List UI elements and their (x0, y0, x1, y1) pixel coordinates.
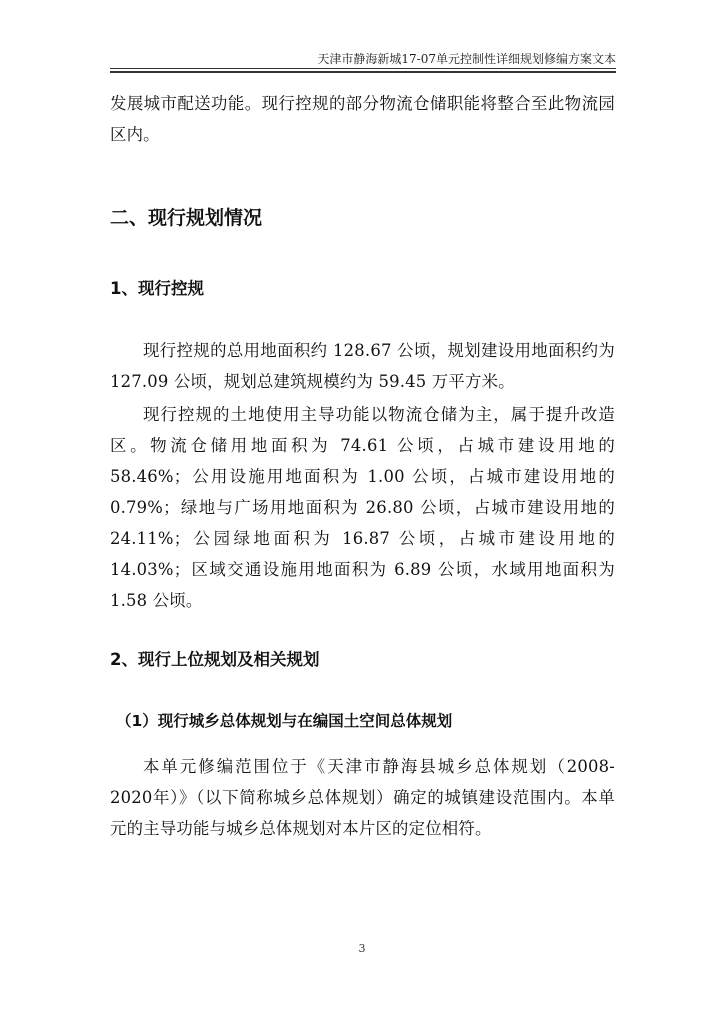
paragraph-1: 现行控规的总用地面积约 128.67 公顷，规划建设用地面积约为 127.09 公顷，规划总建筑规模约为 59.45 万平方米。 (110, 341, 615, 391)
paragraph-3: 本单元修编范围位于《天津市静海县城乡总体规划（2008-2020年）》（以下简称城乡总体规划）确定的城镇建设范围内。本单元的主导功能与城乡总体规划对本片区的定位相符。 (110, 757, 615, 838)
subsection-heading-2: 2、现行上位规划及相关规划 (110, 650, 320, 669)
intro-block (110, 88, 615, 150)
paragraph-2: 现行控规的土地使用主导功能以物流仓储为主，属于提升改造区。物流仓储用地面积为 74.61 公顷，占城市建设用地的 58.46%；公用设施用地面积为 1.00 公顷，占城市建设用地的 0.79%；绿地与广场用地面积为 26.80 公顷，占城市建设用地的 24.11%；公园绿地面积为 16.87 公顷，占城市建设用地的 14.03%；区域交通设施用地面积为 6.89 公顷，水域用地面积为 1.58 公顷。 (110, 405, 615, 610)
page-number: 3 (358, 942, 366, 955)
running-header: 天津市静海新城17-07单元控制性详细规划修编方案文本 (317, 52, 616, 66)
section-heading: 二、现行规划情况 (110, 207, 263, 229)
intro-paragraph: 发展城市配送功能。现行控规的部分物流仓储职能将整合至此物流园区内。 (110, 94, 615, 144)
header-rule (110, 68, 616, 69)
item-heading-1: （1）现行城乡总体规划与在编国土空间总体规划 (116, 712, 453, 730)
subsection-1-body (110, 335, 615, 616)
subsection-heading-1: 1、现行控规 (110, 279, 204, 298)
header-rule-thick (110, 71, 616, 73)
item-1-body (110, 751, 615, 844)
